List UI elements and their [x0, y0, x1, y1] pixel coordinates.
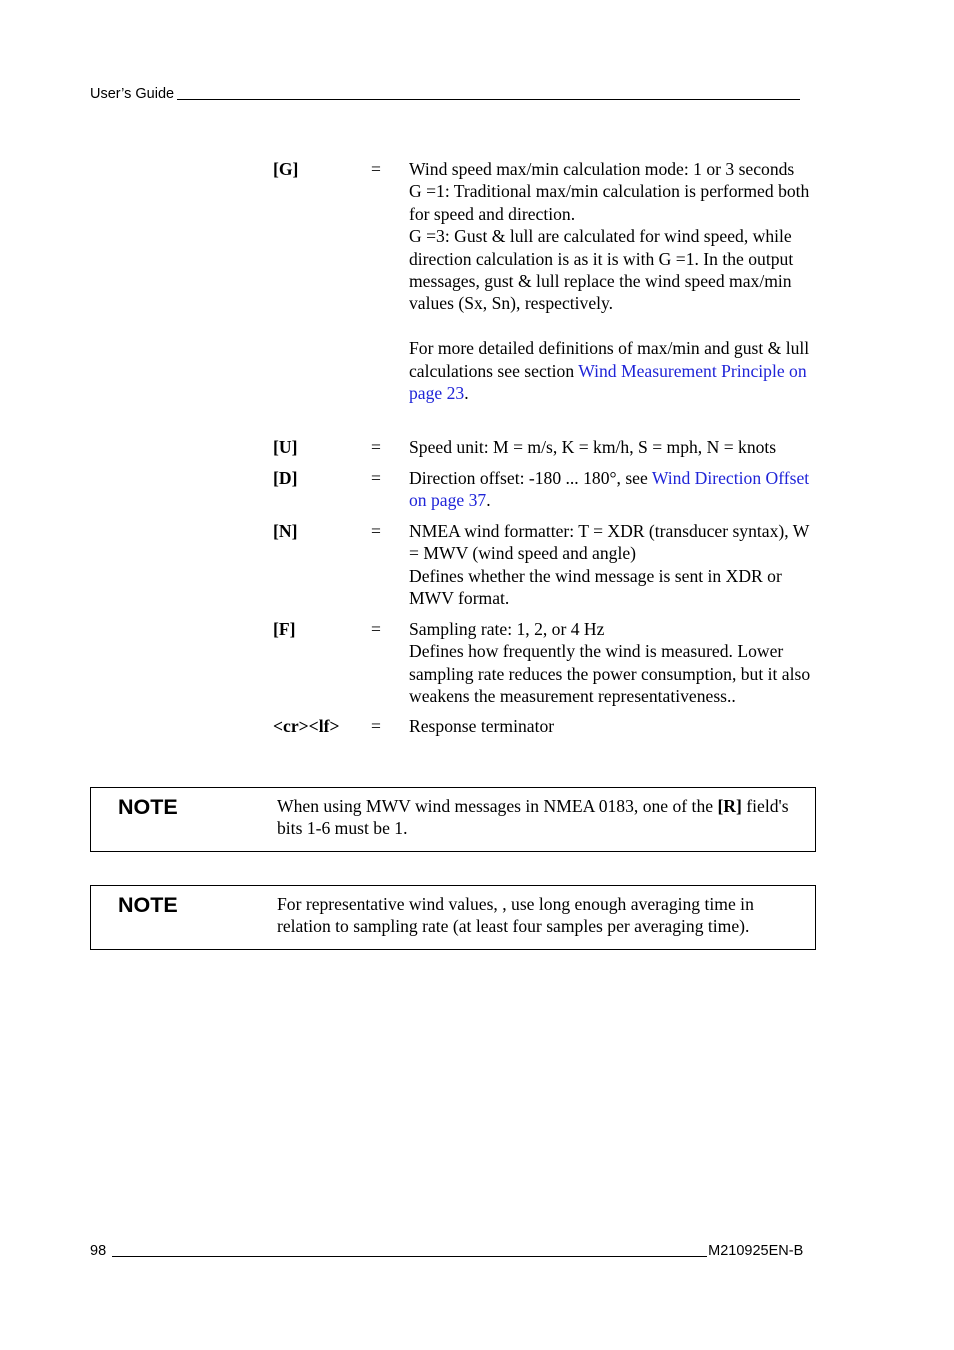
page-header: [90, 86, 810, 102]
page-number: 98: [90, 1243, 107, 1259]
header-title: User’s Guide: [90, 86, 175, 102]
param-description: Speed unit: M = m/s, K = km/h, S = mph, N = knots: [409, 437, 777, 457]
param-description: [409, 520, 821, 610]
param-key: [G]: [273, 159, 299, 179]
note-text: For representative wind values, , use long enough averaging time in relation to sampling rate (at least four samples per averaging time).: [277, 894, 754, 937]
description-line: G =3: Gust & lull are calculated for wind speed, while direction calculation is as it is with G =1. In the output messages, gust & lull replace the wind speed max/min values (Sx, Sn), respectively.: [409, 226, 794, 314]
note-box: [90, 885, 816, 950]
link-wind-direction-offset[interactable]: Wind Direction Offset on page 37: [409, 468, 810, 511]
equals-sign: =: [371, 159, 381, 179]
footer-rule: [112, 1256, 707, 1257]
description-line: Defines whether the wind message is sent in XDR or MWV format.: [409, 565, 782, 609]
note-text: When using MWV wind messages in NMEA 0183, one of the [R] field's bits 1-6 must be 1.: [277, 796, 789, 839]
note-label: NOTE: [118, 795, 178, 819]
equals-sign: =: [371, 468, 381, 488]
param-description: Direction offset: -180 ... 180°, see Wind Direction Offset on page 37.: [409, 468, 810, 511]
page-footer: [90, 1243, 818, 1259]
cross-reference: For more detailed definitions of max/min and gust & lull calculations see section Wind Measurement Principle on page 23.: [409, 338, 810, 404]
description-line: Defines how frequently the wind is measured. Lower sampling rate reduces the power consumption, but it also weakens the measurement representativeness..: [409, 641, 811, 707]
equals-sign: =: [371, 521, 381, 541]
note-box: [90, 787, 816, 852]
header-rule: [177, 99, 800, 100]
equals-sign: =: [371, 716, 381, 736]
equals-sign: =: [371, 437, 381, 457]
description-line: G =1: Traditional max/min calculation is performed both for speed and direction.: [409, 181, 810, 224]
description-line: Sampling rate: 1, 2, or 4 Hz: [409, 619, 605, 639]
document-code: M210925EN-B: [708, 1243, 804, 1259]
equals-sign: =: [371, 619, 381, 639]
link-wind-measurement-principle[interactable]: Wind Measurement Principle on page 23: [409, 360, 807, 404]
param-description: [409, 158, 821, 404]
param-key: [U]: [273, 437, 298, 457]
description-line: NMEA wind formatter: T = XDR (transducer syntax), W = MWV (wind speed and angle): [409, 521, 810, 564]
description-line: Wind speed max/min calculation mode: 1 or 3 seconds: [409, 159, 795, 179]
param-key: [N]: [273, 521, 298, 541]
param-description: [409, 618, 821, 708]
param-key: [F]: [273, 619, 296, 639]
note-label: NOTE: [118, 893, 178, 917]
param-key: <cr><lf>: [273, 716, 340, 736]
param-key: [D]: [273, 468, 298, 488]
param-description: Response terminator: [409, 716, 555, 736]
